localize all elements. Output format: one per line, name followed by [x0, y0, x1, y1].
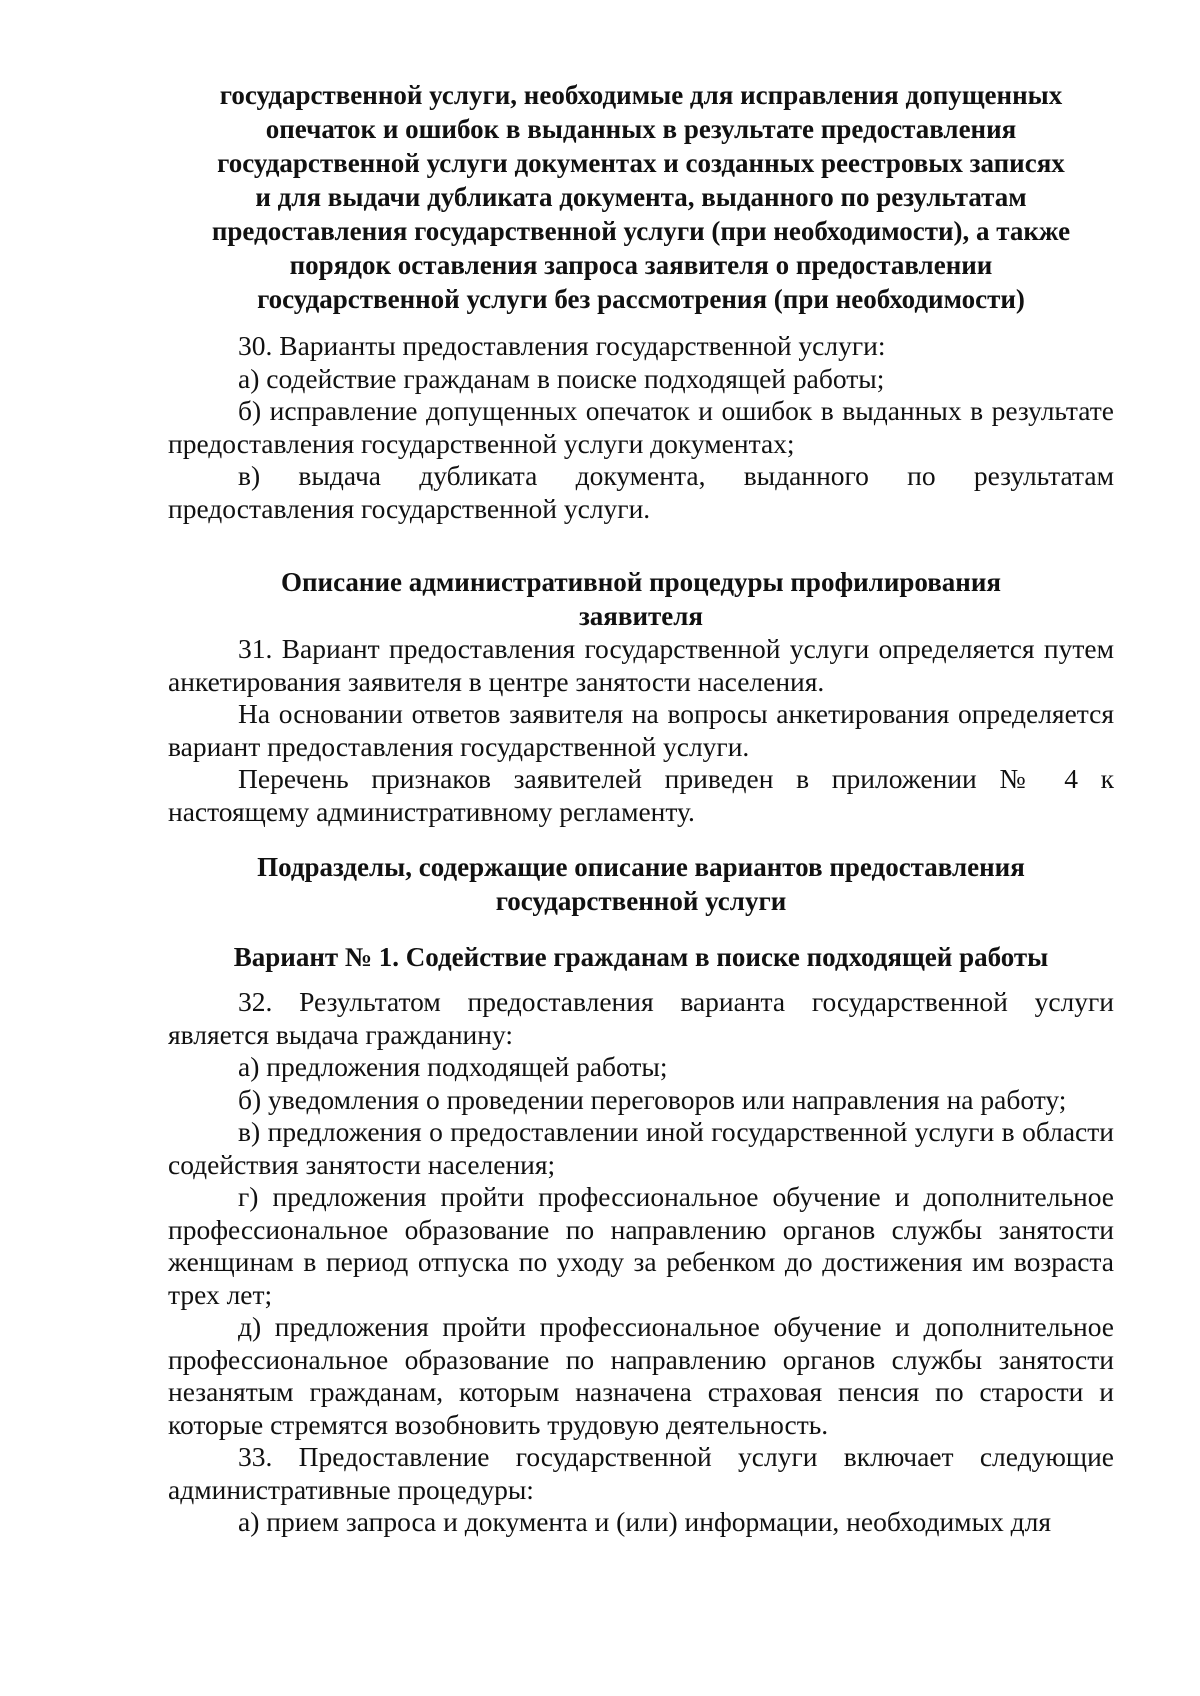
paragraph-31-list: Перечень признаков заявителей приведен в приложении № 4 к настоящему административному регламенту.: [168, 763, 1114, 827]
paragraph-32-d: д) предложения пройти профессиональное обучение и дополнительное профессиональное образование по направлению органов службы занятости незанятым гражданам, которым назначена страховая пенсия по старости и которые стремятся возобновить трудовую деятельность.: [168, 1311, 1114, 1440]
paragraph-32-v: в) предложения о предоставлении иной государственной услуги в области содействия занятости населения;: [168, 1116, 1114, 1180]
paragraph-32-b: б) уведомления о проведении переговоров или направления на работу;: [238, 1083, 1067, 1115]
paragraph-32-a: а) предложения подходящей работы;: [238, 1051, 668, 1082]
paragraph-30-v: в) выдача дубликата документа, выданного по результатам предоставления государственной услуги.: [168, 460, 1114, 524]
paragraph-30-a: а) содействие гражданам в поиске подходящей работы;: [238, 362, 885, 394]
paragraph-33: 33. Предоставление государственной услуги включает следующие административные процедуры:: [168, 1441, 1114, 1505]
section-heading-profiling: Описание административной процедуры профилирования заявителя: [280, 567, 1002, 631]
paragraph-32: 32. Результатом предоставления варианта государственной услуги является выдача гражданину:: [168, 986, 1114, 1050]
document-body: [168, 78, 1114, 1539]
paragraph-33-a: а) прием запроса и документа и (или) информации, необходимых для: [238, 1506, 1052, 1537]
paragraph-32-g: г) предложения пройти профессиональное обучение и дополнительное профессиональное образование по направлению органов службы занятости женщинам в период отпуска по уходу за ребенком до достижения им возраста трех лет;: [168, 1181, 1114, 1310]
section-heading-intro: государственной услуги, необходимые для исправления допущенных опечаток и ошибок в выданных в результате предоставления государственной услуги документах и созданных реестровых записях и для выдачи дубликата документа, выданного по результатам предоставления государственной услуги (при необходимости), а также порядок оставления запроса заявителя о предоставлении государственной услуги без рассмотрения (при необходимости): [211, 80, 1071, 314]
section-heading-variant-1: Вариант № 1. Содействие гражданам в поиске подходящей работы: [233, 942, 1049, 972]
paragraph-30-b: б) исправление допущенных опечаток и ошибок в выданных в результате предоставления государственной услуги документах;: [168, 395, 1114, 459]
paragraph-31: 31. Вариант предоставления государственной услуги определяется путем анкетирования заявителя в центре занятости населения.: [168, 633, 1114, 697]
paragraph-31-basis: На основании ответов заявителя на вопросы анкетирования определяется вариант предоставления государственной услуги.: [168, 698, 1114, 762]
paragraph-30: 30. Варианты предоставления государственной услуги:: [238, 330, 886, 361]
section-heading-subsections: Подразделы, содержащие описание вариантов предоставления государственной услуги: [257, 852, 1025, 916]
